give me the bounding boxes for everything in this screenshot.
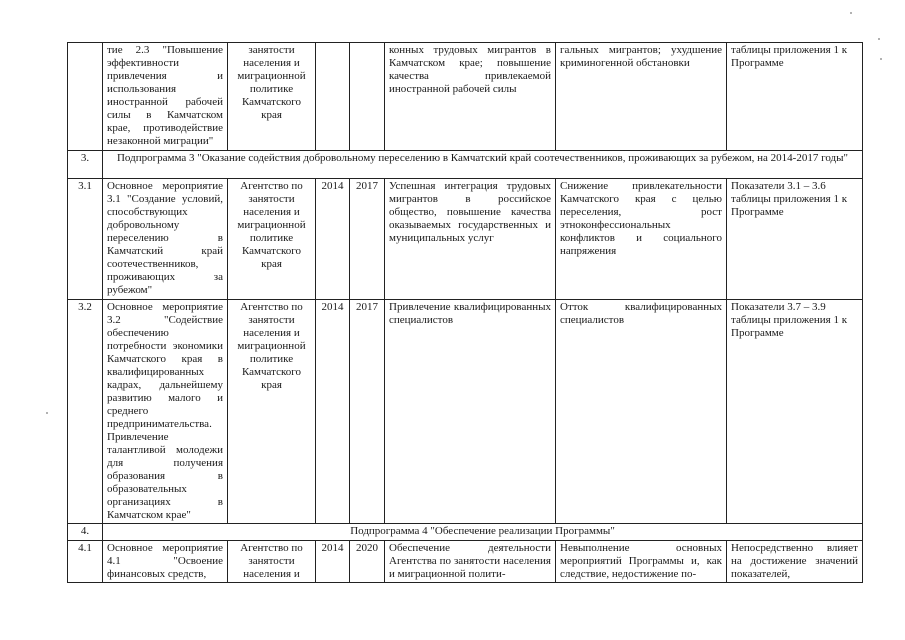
- subprogram-row: [68, 151, 863, 179]
- related-indicators: Показатели 3.1 – 3.6 таблицы приложения 1 к Программе: [727, 179, 863, 300]
- row-number: 3.: [68, 151, 103, 179]
- end-year: 2017: [350, 300, 385, 524]
- row-number: [68, 43, 103, 151]
- start-year: 2014: [316, 179, 350, 300]
- row-number: 4.: [68, 524, 103, 541]
- table-row: [68, 300, 863, 524]
- related-indicators: таблицы приложения 1 к Программе: [727, 43, 863, 151]
- subprogram-title: Подпрограмма 3 "Оказание содействия добровольному переселению в Камчатский край соотечественников, проживающих за рубежом, на 2014-2017 годы": [103, 151, 863, 179]
- end-year: [350, 43, 385, 151]
- end-year: 2017: [350, 179, 385, 300]
- table-row: [68, 179, 863, 300]
- row-number: 3.1: [68, 179, 103, 300]
- end-year: 2020: [350, 541, 385, 583]
- scan-speck: [850, 12, 852, 14]
- subprogram-title: Подпрограмма 4 "Обеспечение реализации Программы": [103, 524, 863, 541]
- start-year: 2014: [316, 300, 350, 524]
- related-indicators: Показатели 3.7 – 3.9 таблицы приложения 1 к Программе: [727, 300, 863, 524]
- executor: Агентство по занятости населения и миграционной политике Камчатского края: [228, 300, 316, 524]
- executor: занятости населения и миграционной политике Камчатского края: [228, 43, 316, 151]
- start-year: 2014: [316, 541, 350, 583]
- row-number: 3.2: [68, 300, 103, 524]
- related-indicators: Непосредственно влияет на достижение значений показателей,: [727, 541, 863, 583]
- expected-result: Привлечение квалифицированных специалистов: [385, 300, 556, 524]
- non-implementation-consequence: гальных мигрантов; ухудшение криминогенной обстановки: [556, 43, 727, 151]
- non-implementation-consequence: Отток квалифицированных специалистов: [556, 300, 727, 524]
- non-implementation-consequence: Снижение привлекательности Камчатского края с целью переселения, рост этноконфессиональных конфликтов и социального напряжения: [556, 179, 727, 300]
- expected-result: конных трудовых мигрантов в Камчатском крае; повышение качества привлекаемой иностранной рабочей силы: [385, 43, 556, 151]
- expected-result: Успешная интеграция трудовых мигрантов в российское общество, повышение качества оказываемых государственных и муниципальных услуг: [385, 179, 556, 300]
- measure-name: тие 2.3 "Повышение эффективности привлечения и использования иностранной рабочей силы в Камчатском крае, противодействие незаконной миграции": [103, 43, 228, 151]
- executor: Агентство по занятости населения и: [228, 541, 316, 583]
- subprogram-row: [68, 524, 863, 541]
- table-row: [68, 43, 863, 151]
- program-table: [67, 42, 863, 583]
- measure-name: Основное мероприятие 3.2 "Содействие обеспечению потребности экономики Камчатского края в квалифицированных кадрах, дальнейшему развитию малого и среднего предпринимательства. Привлечение талантливой молодежи для получения образования в образовательных организациях в Камчатском крае": [103, 300, 228, 524]
- expected-result: Обеспечение деятельности Агентства по занятости населения и миграционной полити-: [385, 541, 556, 583]
- start-year: [316, 43, 350, 151]
- table-row: [68, 541, 863, 583]
- row-number: 4.1: [68, 541, 103, 583]
- scan-speck: [880, 58, 882, 60]
- scan-speck: [878, 38, 880, 40]
- measure-name: Основное мероприятие 3.1 "Создание условий, способствующих добровольному переселению в Камчатский край соотечественников, проживающих за рубежом": [103, 179, 228, 300]
- measure-name: Основное мероприятие 4.1 "Освоение финансовых средств,: [103, 541, 228, 583]
- scan-speck: [46, 412, 48, 414]
- executor: Агентство по занятости населения и миграционной политике Камчатского края: [228, 179, 316, 300]
- non-implementation-consequence: Невыполнение основных мероприятий Программы и, как следствие, недостижение по-: [556, 541, 727, 583]
